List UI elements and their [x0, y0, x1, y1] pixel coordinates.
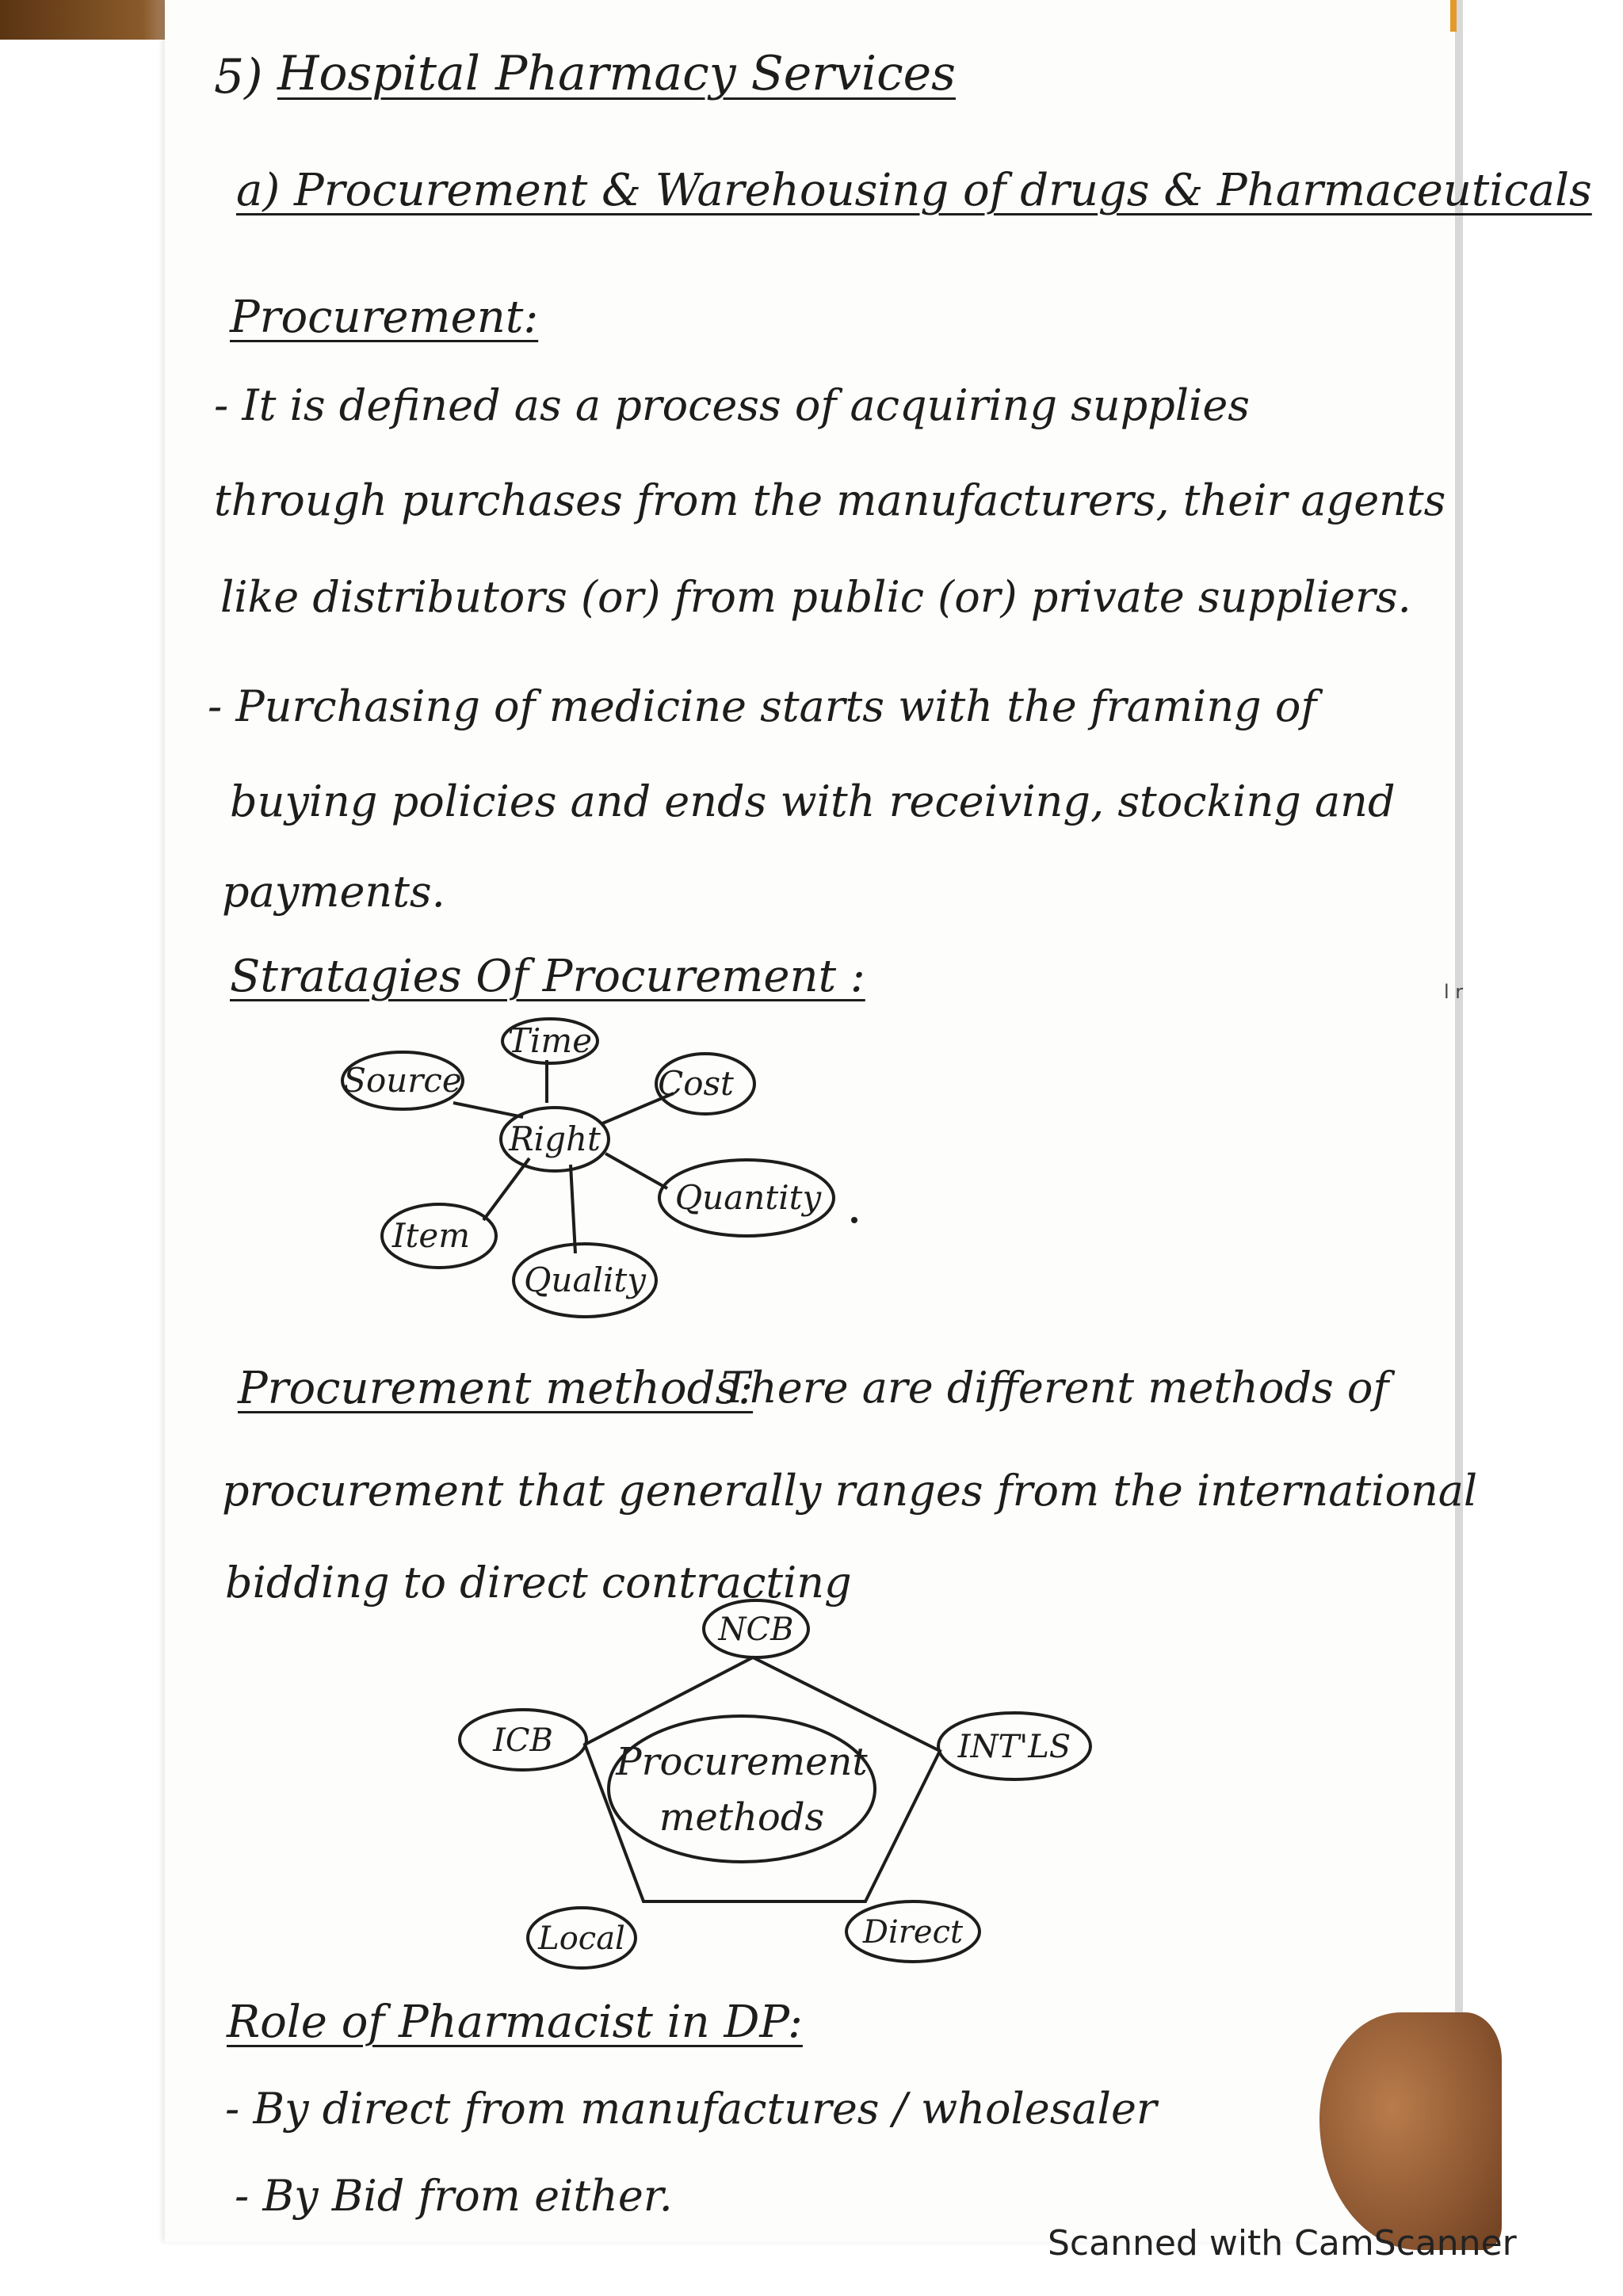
node-direct: Direct [862, 1914, 964, 1951]
node-ncb: NCB [718, 1611, 794, 1648]
strategies-label: Stratagies Of Procurement : [230, 951, 865, 1002]
methods-center-line1: Procurement [616, 1740, 868, 1784]
procurement-line: payments. [222, 867, 445, 917]
node-quality: Quality [524, 1261, 646, 1299]
node-cost: Cost [658, 1064, 734, 1103]
methods-center-line2: methods [659, 1795, 825, 1840]
role-line: - By Bid from either. [235, 2171, 673, 2221]
page-title: Hospital Pharmacy Services [277, 46, 956, 101]
procurement-line: - It is defined as a process of acquiring supplies [214, 380, 1251, 430]
role-line: - By direct from manufactures / wholesaler [225, 2084, 1157, 2134]
node-source: Source [343, 1061, 462, 1100]
node-icb: ICB [493, 1722, 553, 1759]
node-item: Item [391, 1216, 471, 1255]
methods-center-ring [609, 1716, 875, 1862]
heading-number: 5) [214, 49, 263, 105]
scanner-watermark: Scanned with CamScanner [1048, 2223, 1517, 2264]
procurement-label: Procurement: [230, 292, 539, 343]
node-time: Time [507, 1021, 593, 1060]
role-label: Role of Pharmacist in DP: [227, 1997, 803, 2048]
node-intls: INT'LS [957, 1729, 1071, 1765]
methods-label: Procurement methods: [238, 1363, 754, 1414]
methods-line: procurement that generally ranges from the international [222, 1466, 1478, 1516]
procurement-line: - Purchasing of medicine starts with the framing of [208, 681, 1317, 731]
procurement-line: through purchases from the manufacturers, their agents [214, 475, 1446, 525]
procurement-line: buying policies and ends with receiving, stocking and [230, 776, 1396, 826]
node-quantity: Quantity [674, 1178, 822, 1217]
node-right: Right [509, 1119, 601, 1158]
page-edge-mark: l r [1444, 981, 1464, 1003]
methods-line: bidding to direct contracting [225, 1558, 852, 1608]
section-subheading: a) Procurement & Warehousing of drugs & Pharmaceuticals [236, 165, 1592, 216]
methods-line: There are different methods of [721, 1363, 1389, 1413]
procurement-line: like distributors (or) from public (or) private suppliers. [220, 572, 1411, 622]
node-local: Local [538, 1920, 625, 1957]
